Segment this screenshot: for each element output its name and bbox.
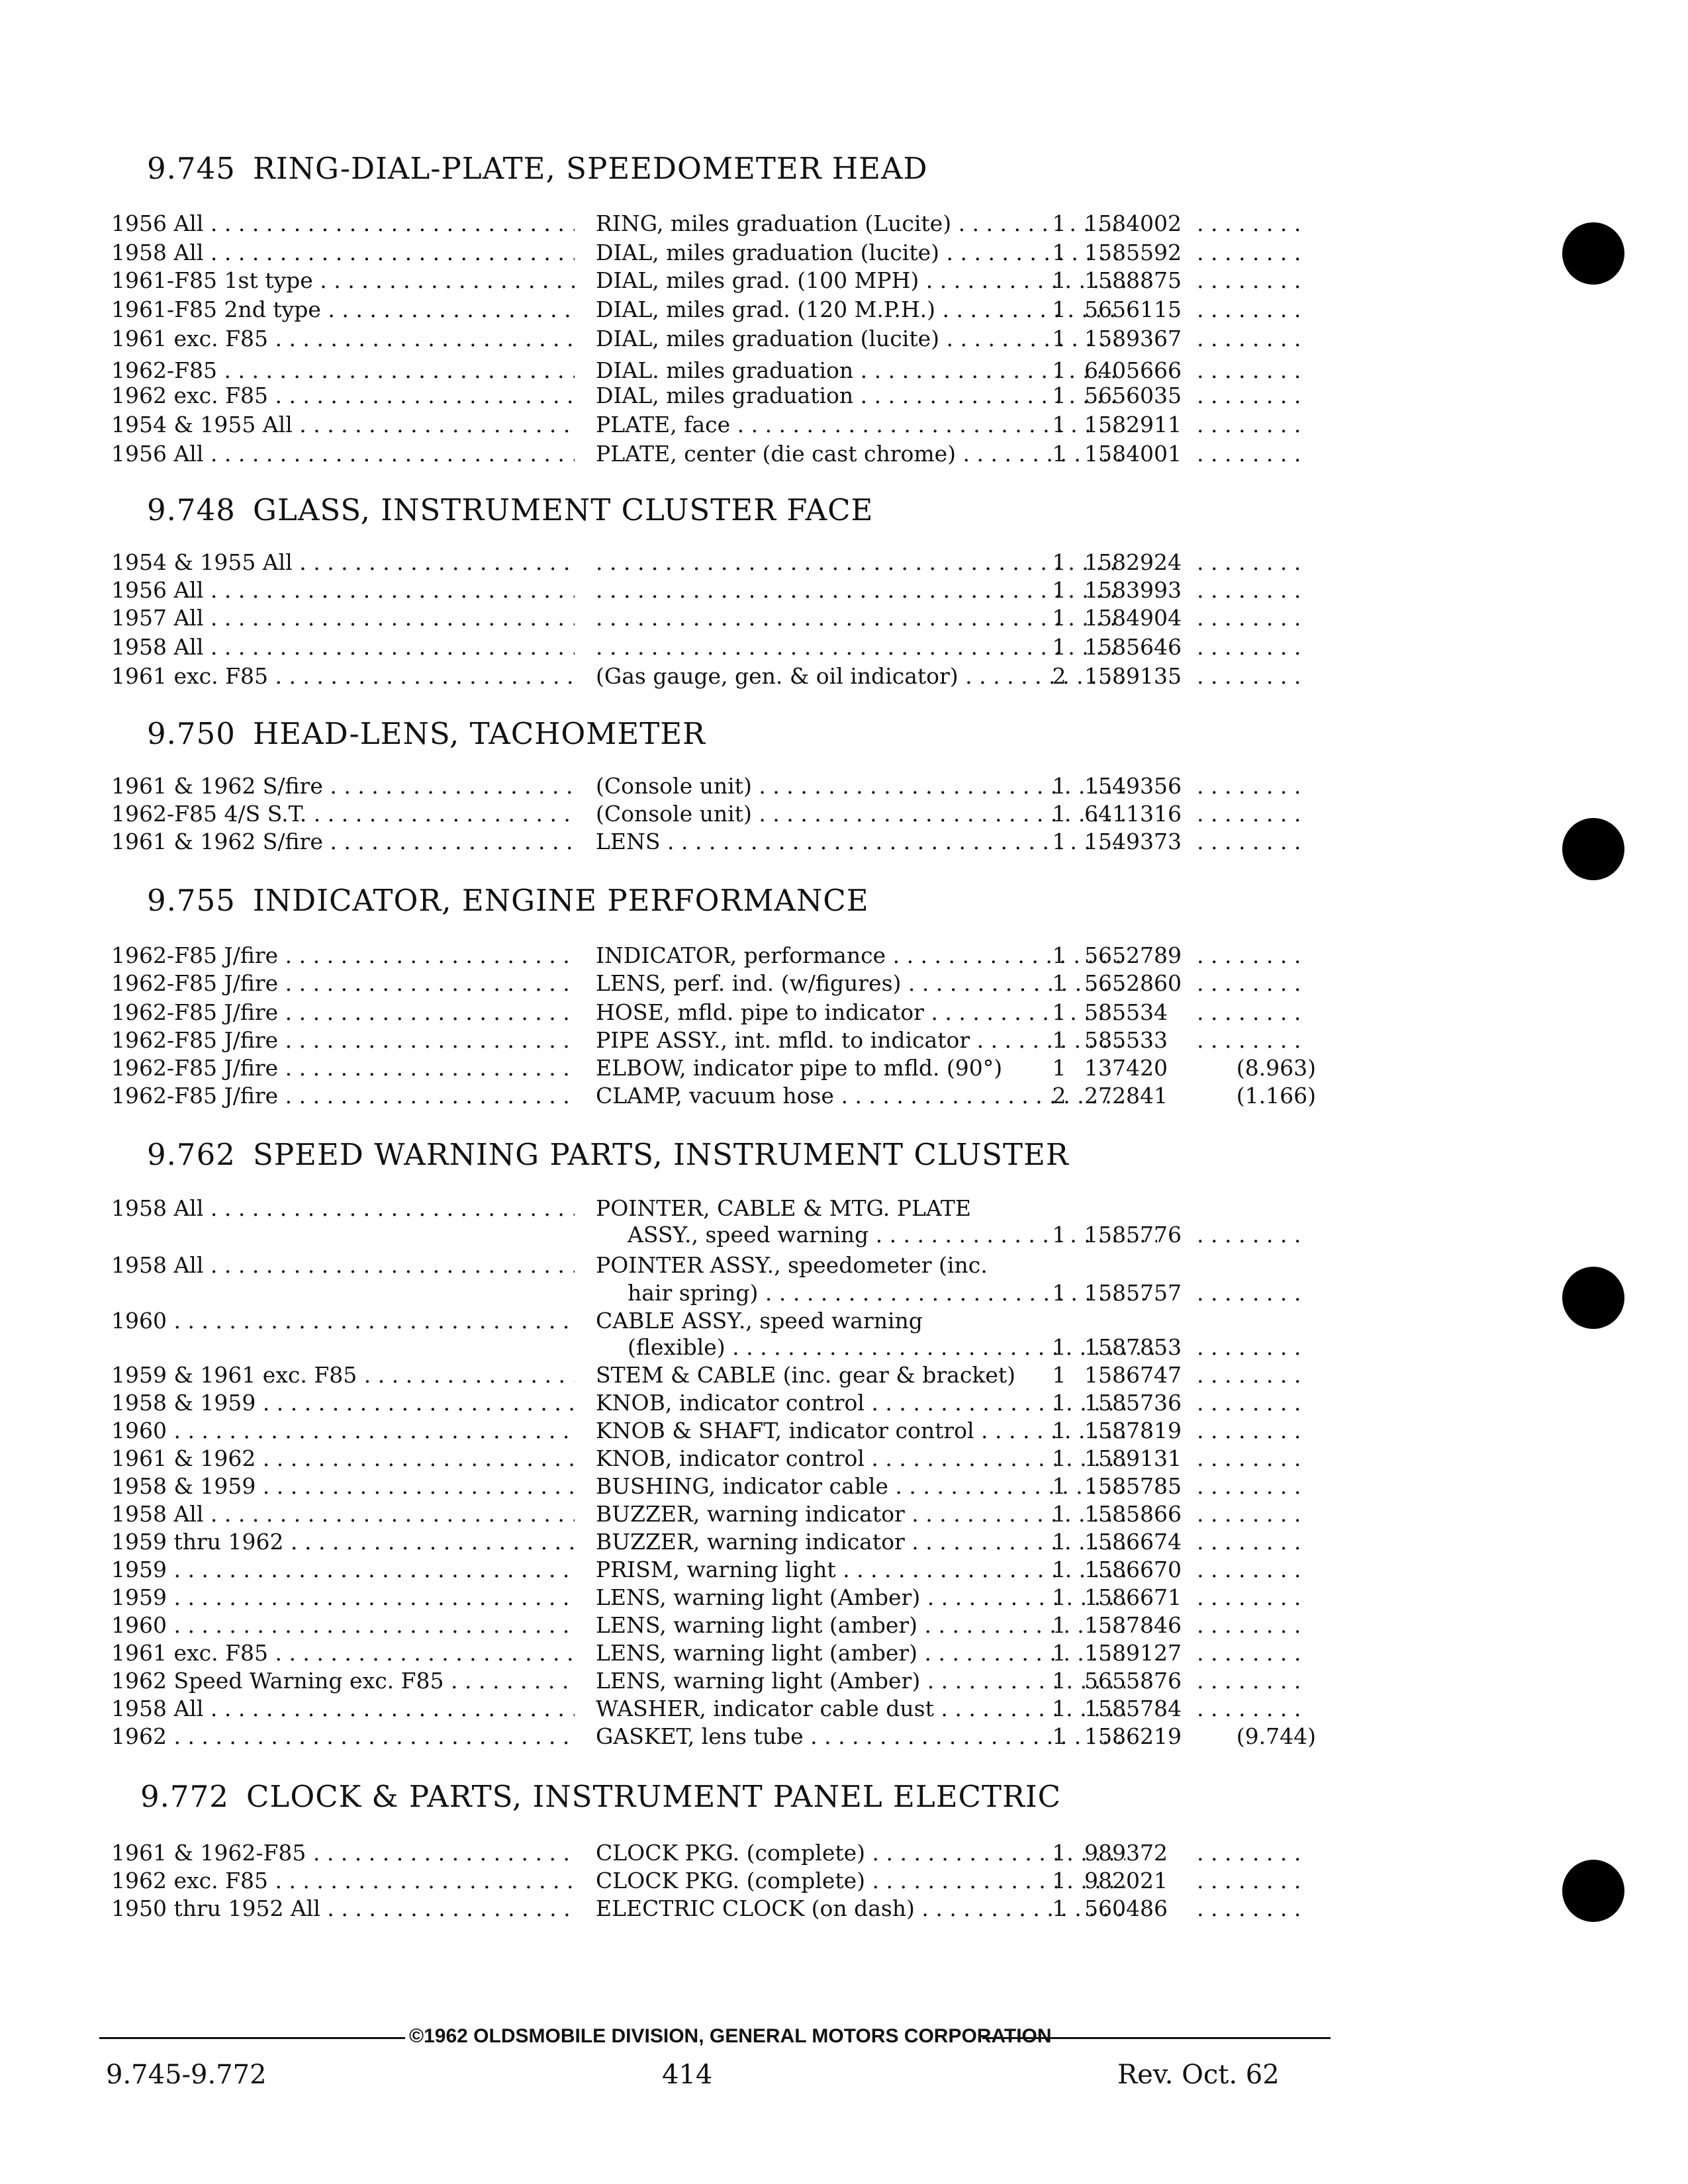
description-cell: PRISM, warning light . . .	[596, 1557, 1125, 1582]
part-number-cell: 1586671	[1084, 1584, 1182, 1610]
application-cell: 1961 & 1962 . . .	[111, 1445, 575, 1471]
description-cell: LENS, warning light (amber) . . .	[596, 1640, 1125, 1666]
description-cell: DIAL, miles graduation (lucite) . . .	[596, 326, 1125, 351]
section-title	[147, 716, 1272, 751]
quantity-cell: 1	[1052, 942, 1066, 968]
description-cell: KNOB & SHAFT, indicator control . . .	[596, 1418, 1125, 1443]
description-cell: DIAL, miles graduation . . .	[596, 383, 1125, 408]
reference-cell	[1197, 970, 1323, 996]
section-number: 9.762	[147, 1137, 236, 1172]
table-row	[111, 210, 1342, 240]
table-row	[111, 1334, 1342, 1363]
part-number-cell: 6405666	[1084, 357, 1182, 383]
quantity-cell: 2	[1052, 663, 1066, 689]
description-cell: DIAL, miles grad. (100 MPH) . . .	[596, 267, 1125, 293]
application-cell: 1961 exc. F85 . . .	[111, 1640, 575, 1666]
table-row	[111, 1612, 1342, 1641]
reference-cell	[1197, 326, 1323, 351]
application-cell: 1962-F85 J/fire . . .	[111, 1027, 575, 1053]
application-cell: 1956 All . . .	[111, 577, 575, 603]
application-cell: 1959 . . .	[111, 1557, 575, 1582]
description-cell: CABLE ASSY., speed warning	[596, 1308, 923, 1334]
table-row	[111, 1840, 1342, 1869]
part-number-cell: 1589135	[1084, 663, 1182, 689]
part-number-cell: 1589131	[1084, 1445, 1182, 1471]
quantity-cell: 1	[1052, 1445, 1066, 1471]
reference-cell	[1197, 1640, 1323, 1666]
application-cell: 1962-F85 J/fire . . .	[111, 1083, 575, 1109]
table-row	[111, 605, 1342, 634]
part-number-cell: 560486	[1084, 1895, 1168, 1921]
part-number-cell: 137420	[1084, 1055, 1168, 1081]
reference-cell	[1197, 801, 1323, 827]
reference-cell	[1197, 357, 1323, 383]
application-cell: 1958 & 1959 . . .	[111, 1390, 575, 1416]
reference-cell	[1197, 1868, 1323, 1893]
quantity-cell: 1	[1052, 1418, 1066, 1443]
reference-cell	[1197, 549, 1323, 575]
part-number-cell: 1587846	[1084, 1612, 1182, 1638]
quantity-cell: 1	[1052, 801, 1066, 827]
application-cell: 1962 Speed Warning exc. F85 . . .	[111, 1668, 575, 1694]
reference-cell: (9.744)	[1236, 1723, 1316, 1749]
description-cell: CLAMP, vacuum hose . . .	[596, 1083, 1125, 1109]
reference-cell	[1197, 1501, 1323, 1527]
reference-cell	[1197, 1557, 1323, 1582]
part-number-cell: 1584001	[1084, 441, 1182, 467]
reference-cell	[1197, 829, 1323, 854]
part-number-cell: 1585776	[1084, 1222, 1182, 1248]
description-cell: DIAL. miles graduation . . .	[596, 357, 1125, 383]
application-cell: 1959 & 1961 exc. F85 . . .	[111, 1362, 575, 1388]
reference-cell	[1197, 1612, 1323, 1638]
table-row	[111, 441, 1342, 470]
part-number-cell: 989372	[1084, 1840, 1168, 1866]
reference-cell	[1197, 1027, 1323, 1053]
description-cell: CLOCK PKG. (complete) . . .	[596, 1840, 1125, 1866]
description-cell: WASHER, indicator cable dust . . .	[596, 1696, 1125, 1721]
application-cell: 1962 . . .	[111, 1723, 575, 1749]
part-number-cell: 1549373	[1084, 829, 1182, 854]
part-number-cell: 1585592	[1084, 240, 1182, 265]
description-cell: PLATE, center (die cast chrome) . . .	[596, 441, 1125, 467]
quantity-cell: 1	[1052, 1868, 1066, 1893]
part-number-cell: 5652860	[1084, 970, 1182, 996]
table-row	[111, 999, 1342, 1028]
application-cell: 1956 All . . .	[111, 210, 575, 236]
table-row	[111, 829, 1342, 858]
application-cell: 1958 All . . .	[111, 240, 575, 265]
revision-date: Rev. Oct. 62	[1117, 2060, 1280, 2090]
part-number-cell: 1589127	[1084, 1640, 1182, 1666]
binder-hole	[1562, 1860, 1624, 1922]
part-number-cell: 1586747	[1084, 1362, 1182, 1388]
description-cell: PIPE ASSY., int. mfld. to indicator . . .	[596, 1027, 1125, 1053]
table-row	[111, 1557, 1342, 1586]
application-cell: 1962 exc. F85 . . .	[111, 383, 575, 408]
description-cell: ASSY., speed warning . . .	[628, 1222, 1157, 1248]
description-cell: ELECTRIC CLOCK (on dash) . . .	[596, 1895, 1125, 1921]
part-number-cell: 5656115	[1084, 296, 1182, 322]
application-cell: 1954 & 1955 All . . .	[111, 549, 575, 575]
reference-cell	[1197, 1696, 1323, 1721]
section-title	[140, 1779, 1266, 1814]
reference-cell: (8.963)	[1236, 1055, 1316, 1081]
quantity-cell: 1	[1052, 267, 1066, 293]
part-number-cell: 1582924	[1084, 549, 1182, 575]
reference-cell	[1197, 1668, 1323, 1694]
table-row	[111, 383, 1342, 412]
section-name: GLASS, INSTRUMENT CLUSTER FACE	[253, 492, 874, 527]
quantity-cell: 1	[1052, 296, 1066, 322]
reference-cell	[1197, 1390, 1323, 1416]
reference-cell	[1197, 296, 1323, 322]
section-number: 9.755	[147, 883, 236, 918]
application-cell: 1962 exc. F85 . . .	[111, 1868, 575, 1893]
application-cell: 1958 All . . .	[111, 1195, 575, 1221]
reference-cell	[1197, 663, 1323, 689]
description-cell: LENS, perf. ind. (w/figures) . . .	[596, 970, 1125, 996]
table-row	[111, 663, 1342, 692]
section-title	[147, 883, 1272, 918]
table-row	[111, 1696, 1342, 1725]
application-cell: 1958 & 1959 . . .	[111, 1473, 575, 1499]
application-cell: 1960 . . .	[111, 1308, 575, 1334]
application-cell: 1957 All . . .	[111, 605, 575, 631]
part-number-cell: 1586674	[1084, 1529, 1182, 1555]
table-row	[111, 1868, 1342, 1897]
description-cell: CLOCK PKG. (complete) . . .	[596, 1868, 1125, 1893]
description-cell: hair spring) . . .	[628, 1280, 1157, 1306]
quantity-cell: 1	[1052, 326, 1066, 351]
application-cell: 1950 thru 1952 All . . .	[111, 1895, 575, 1921]
application-cell: 1961 & 1962 S/fire . . .	[111, 773, 575, 799]
binder-hole	[1562, 818, 1624, 880]
application-cell: 1960 . . .	[111, 1612, 575, 1638]
table-row	[111, 1083, 1342, 1112]
description-cell: HOSE, mfld. pipe to indicator . . .	[596, 999, 1125, 1025]
description-cell: LENS, warning light (Amber) . . .	[596, 1668, 1125, 1694]
reference-cell	[1197, 1895, 1323, 1921]
quantity-cell: 1	[1052, 357, 1066, 383]
part-number-cell: 272841	[1084, 1083, 1168, 1109]
quantity-cell: 1	[1052, 441, 1066, 467]
part-number-cell: 1585646	[1084, 634, 1182, 660]
quantity-cell: 1	[1052, 1362, 1066, 1388]
application-cell: 1962-F85 J/fire . . .	[111, 1055, 575, 1081]
application-cell: 1962-F85 J/fire . . .	[111, 970, 575, 996]
table-row	[111, 1055, 1342, 1084]
part-number-cell: 1585866	[1084, 1501, 1182, 1527]
application-cell: 1959 thru 1962 . . .	[111, 1529, 575, 1555]
table-row	[111, 1308, 1342, 1337]
reference-cell	[1197, 210, 1323, 236]
part-number-cell: 1586219	[1084, 1723, 1182, 1749]
part-number-cell: 1583993	[1084, 577, 1182, 603]
part-number-cell: 1587853	[1084, 1334, 1182, 1360]
part-number-cell: 5655876	[1084, 1668, 1182, 1694]
reference-cell	[1197, 1418, 1323, 1443]
reference-cell: (1.166)	[1236, 1083, 1316, 1109]
description-cell: LENS, warning light (Amber) . . .	[596, 1584, 1125, 1610]
table-row	[111, 801, 1342, 830]
quantity-cell: 1	[1052, 634, 1066, 660]
table-row	[111, 1445, 1342, 1475]
part-number-cell: 1588875	[1084, 267, 1182, 293]
table-row	[111, 1668, 1342, 1697]
quantity-cell: 1	[1052, 605, 1066, 631]
part-number-cell: 982021	[1084, 1868, 1168, 1893]
section-title	[147, 492, 1272, 527]
reference-cell	[1197, 1445, 1323, 1471]
reference-cell	[1197, 1473, 1323, 1499]
reference-cell	[1197, 999, 1323, 1025]
section-number: 9.745	[147, 151, 236, 186]
part-number-cell: 1585785	[1084, 1473, 1182, 1499]
table-row	[111, 773, 1342, 802]
table-row	[111, 1473, 1342, 1502]
table-row	[111, 942, 1342, 972]
application-cell: 1960 . . .	[111, 1418, 575, 1443]
quantity-cell: 1	[1052, 999, 1066, 1025]
quantity-cell: 1	[1052, 1280, 1066, 1306]
description-cell: DIAL, miles graduation (lucite) . . .	[596, 240, 1125, 265]
table-row	[111, 1529, 1342, 1558]
table-row	[111, 1390, 1342, 1419]
description-cell: POINTER ASSY., speedometer (inc.	[596, 1252, 988, 1278]
table-row	[111, 1195, 1342, 1224]
quantity-cell: 1	[1052, 1612, 1066, 1638]
table-row	[111, 1362, 1342, 1391]
part-number-cell: 1587819	[1084, 1418, 1182, 1443]
application-cell: 1962-F85 4/S S.T. . . .	[111, 801, 575, 827]
quantity-cell: 1	[1052, 1529, 1066, 1555]
table-row	[111, 1584, 1342, 1614]
application-cell: 1961 exc. F85 . . .	[111, 326, 575, 351]
application-cell: 1958 All . . .	[111, 634, 575, 660]
description-cell: GASKET, lens tube . . .	[596, 1723, 1125, 1749]
application-cell: 1961-F85 1st type . . .	[111, 267, 575, 293]
table-row	[111, 1027, 1342, 1056]
reference-cell	[1197, 1222, 1323, 1248]
application-cell: 1961 & 1962 S/fire . . .	[111, 829, 575, 854]
quantity-cell: 1	[1052, 1723, 1066, 1749]
part-number-cell: 1585784	[1084, 1696, 1182, 1721]
quantity-cell: 1	[1052, 1027, 1066, 1053]
reference-cell	[1197, 1334, 1323, 1360]
description-cell: LENS . . .	[596, 829, 1125, 854]
section-name: INDICATOR, ENGINE PERFORMANCE	[253, 883, 869, 918]
table-row	[111, 970, 1342, 999]
table-row	[111, 1222, 1342, 1251]
reference-cell	[1197, 1584, 1323, 1610]
reference-cell	[1197, 605, 1323, 631]
description-cell: (Gas gauge, gen. & oil indicator) . . .	[596, 663, 1125, 689]
table-row	[111, 326, 1342, 355]
application-cell: 1962-F85 J/fire . . .	[111, 942, 575, 968]
part-number-cell: 6411316	[1084, 801, 1182, 827]
reference-cell	[1197, 240, 1323, 265]
quantity-cell: 1	[1052, 1334, 1066, 1360]
description-cell: INDICATOR, performance . . .	[596, 942, 1125, 968]
application-cell: 1961 exc. F85 . . .	[111, 663, 575, 689]
quantity-cell: 1	[1052, 1840, 1066, 1866]
part-number-cell: 1589367	[1084, 326, 1182, 351]
description-cell: BUZZER, warning indicator . . .	[596, 1501, 1125, 1527]
section-name: SPEED WARNING PARTS, INSTRUMENT CLUSTER	[253, 1137, 1069, 1172]
page-number: 414	[662, 2060, 713, 2090]
table-row	[111, 1723, 1342, 1752]
quantity-cell: 1	[1052, 970, 1066, 996]
table-row	[111, 1280, 1342, 1309]
description-cell: PLATE, face . . .	[596, 412, 1125, 437]
table-row	[111, 577, 1342, 606]
footer-copyright: ©1962 OLDSMOBILE DIVISION, GENERAL MOTORS CORPORATION	[405, 2025, 982, 2048]
part-number-cell: 1585757	[1084, 1280, 1182, 1306]
application-cell: 1961-F85 2nd type . . .	[111, 296, 575, 322]
quantity-cell: 1	[1052, 210, 1066, 236]
description-cell: KNOB, indicator control . . .	[596, 1390, 1125, 1416]
quantity-cell: 1	[1052, 412, 1066, 437]
description-cell: KNOB, indicator control . . .	[596, 1445, 1125, 1471]
quantity-cell: 1	[1052, 1501, 1066, 1527]
section-number: 9.748	[147, 492, 236, 527]
table-row	[111, 1640, 1342, 1669]
section-name: CLOCK & PARTS, INSTRUMENT PANEL ELECTRIC	[246, 1779, 1062, 1814]
reference-cell	[1197, 1280, 1323, 1306]
application-cell: 1962-F85 J/fire . . .	[111, 999, 575, 1025]
footer-section-range: 9.745-9.772	[106, 2060, 267, 2090]
table-row	[111, 1895, 1342, 1925]
reference-cell	[1197, 1840, 1323, 1866]
section-number: 9.750	[147, 716, 236, 751]
section-name: RING-DIAL-PLATE, SPEEDOMETER HEAD	[253, 151, 928, 186]
application-cell: 1958 All . . .	[111, 1696, 575, 1721]
quantity-cell: 1	[1052, 1895, 1066, 1921]
quantity-cell: 1	[1052, 549, 1066, 575]
description-cell: BUSHING, indicator cable . . .	[596, 1473, 1125, 1499]
quantity-cell: 1	[1052, 1390, 1066, 1416]
table-row	[111, 549, 1342, 578]
table-row	[111, 634, 1342, 663]
quantity-cell: 1	[1052, 829, 1066, 854]
description-cell: DIAL, miles grad. (120 M.P.H.) . . .	[596, 296, 1125, 322]
reference-cell	[1197, 773, 1323, 799]
application-cell: 1958 All . . .	[111, 1252, 575, 1278]
quantity-cell: 1	[1052, 773, 1066, 799]
part-number-cell: 1584904	[1084, 605, 1182, 631]
reference-cell	[1197, 942, 1323, 968]
part-number-cell: 1586670	[1084, 1557, 1182, 1582]
reference-cell	[1197, 1362, 1323, 1388]
binder-hole	[1562, 1267, 1624, 1329]
part-number-cell: 1585736	[1084, 1390, 1182, 1416]
quantity-cell: 1	[1052, 1640, 1066, 1666]
quantity-cell: 2	[1052, 1083, 1066, 1109]
section-number: 9.772	[140, 1779, 229, 1814]
application-cell: 1954 & 1955 All . . .	[111, 412, 575, 437]
quantity-cell: 1	[1052, 1557, 1066, 1582]
quantity-cell: 1	[1052, 240, 1066, 265]
description-cell: (flexible) . . .	[628, 1334, 1157, 1360]
quantity-cell: 1	[1052, 383, 1066, 408]
table-row	[111, 240, 1342, 269]
part-number-cell: 585533	[1084, 1027, 1168, 1053]
section-title	[147, 151, 1272, 186]
description-cell: RING, miles graduation (Lucite) . . .	[596, 210, 1125, 236]
reference-cell	[1197, 441, 1323, 467]
quantity-cell: 1	[1052, 1222, 1066, 1248]
quantity-cell: 1	[1052, 1696, 1066, 1721]
table-row	[111, 267, 1342, 296]
table-row	[111, 296, 1342, 326]
section-name: HEAD-LENS, TACHOMETER	[253, 716, 706, 751]
reference-cell	[1197, 577, 1323, 603]
table-row	[111, 1252, 1342, 1281]
part-number-cell: 5652789	[1084, 942, 1182, 968]
reference-cell	[1197, 412, 1323, 437]
part-number-cell: 585534	[1084, 999, 1168, 1025]
application-cell: 1956 All . . .	[111, 441, 575, 467]
quantity-cell: 1	[1052, 1473, 1066, 1499]
binder-hole	[1562, 222, 1624, 285]
table-row	[111, 1501, 1342, 1530]
application-cell: 1959 . . .	[111, 1584, 575, 1610]
description-cell: ELBOW, indicator pipe to mfld. (90°)	[596, 1055, 1003, 1081]
quantity-cell: 1	[1052, 577, 1066, 603]
quantity-cell: 1	[1052, 1584, 1066, 1610]
application-cell: 1958 All . . .	[111, 1501, 575, 1527]
quantity-cell: 1	[1052, 1668, 1066, 1694]
description-cell: POINTER, CABLE & MTG. PLATE	[596, 1195, 971, 1221]
table-row	[111, 412, 1342, 441]
application-cell: 1961 & 1962-F85 . . .	[111, 1840, 575, 1866]
part-number-cell: 1582911	[1084, 412, 1182, 437]
description-cell: BUZZER, warning indicator . . .	[596, 1529, 1125, 1555]
reference-cell	[1197, 383, 1323, 408]
quantity-cell: 1	[1052, 1055, 1066, 1081]
description-cell: STEM & CABLE (inc. gear & bracket)	[596, 1362, 1015, 1388]
reference-cell	[1197, 267, 1323, 293]
table-row	[111, 1418, 1342, 1447]
description-cell: LENS, warning light (amber) . . .	[596, 1612, 1125, 1638]
reference-cell	[1197, 634, 1323, 660]
part-number-cell: 1584002	[1084, 210, 1182, 236]
section-title	[147, 1137, 1272, 1172]
application-cell: 1962-F85 . . .	[111, 357, 575, 383]
description-cell: (Console unit) . . .	[596, 773, 1125, 799]
part-number-cell: 5656035	[1084, 383, 1182, 408]
description-cell: (Console unit) . . .	[596, 801, 1125, 827]
reference-cell	[1197, 1529, 1323, 1555]
part-number-cell: 1549356	[1084, 773, 1182, 799]
